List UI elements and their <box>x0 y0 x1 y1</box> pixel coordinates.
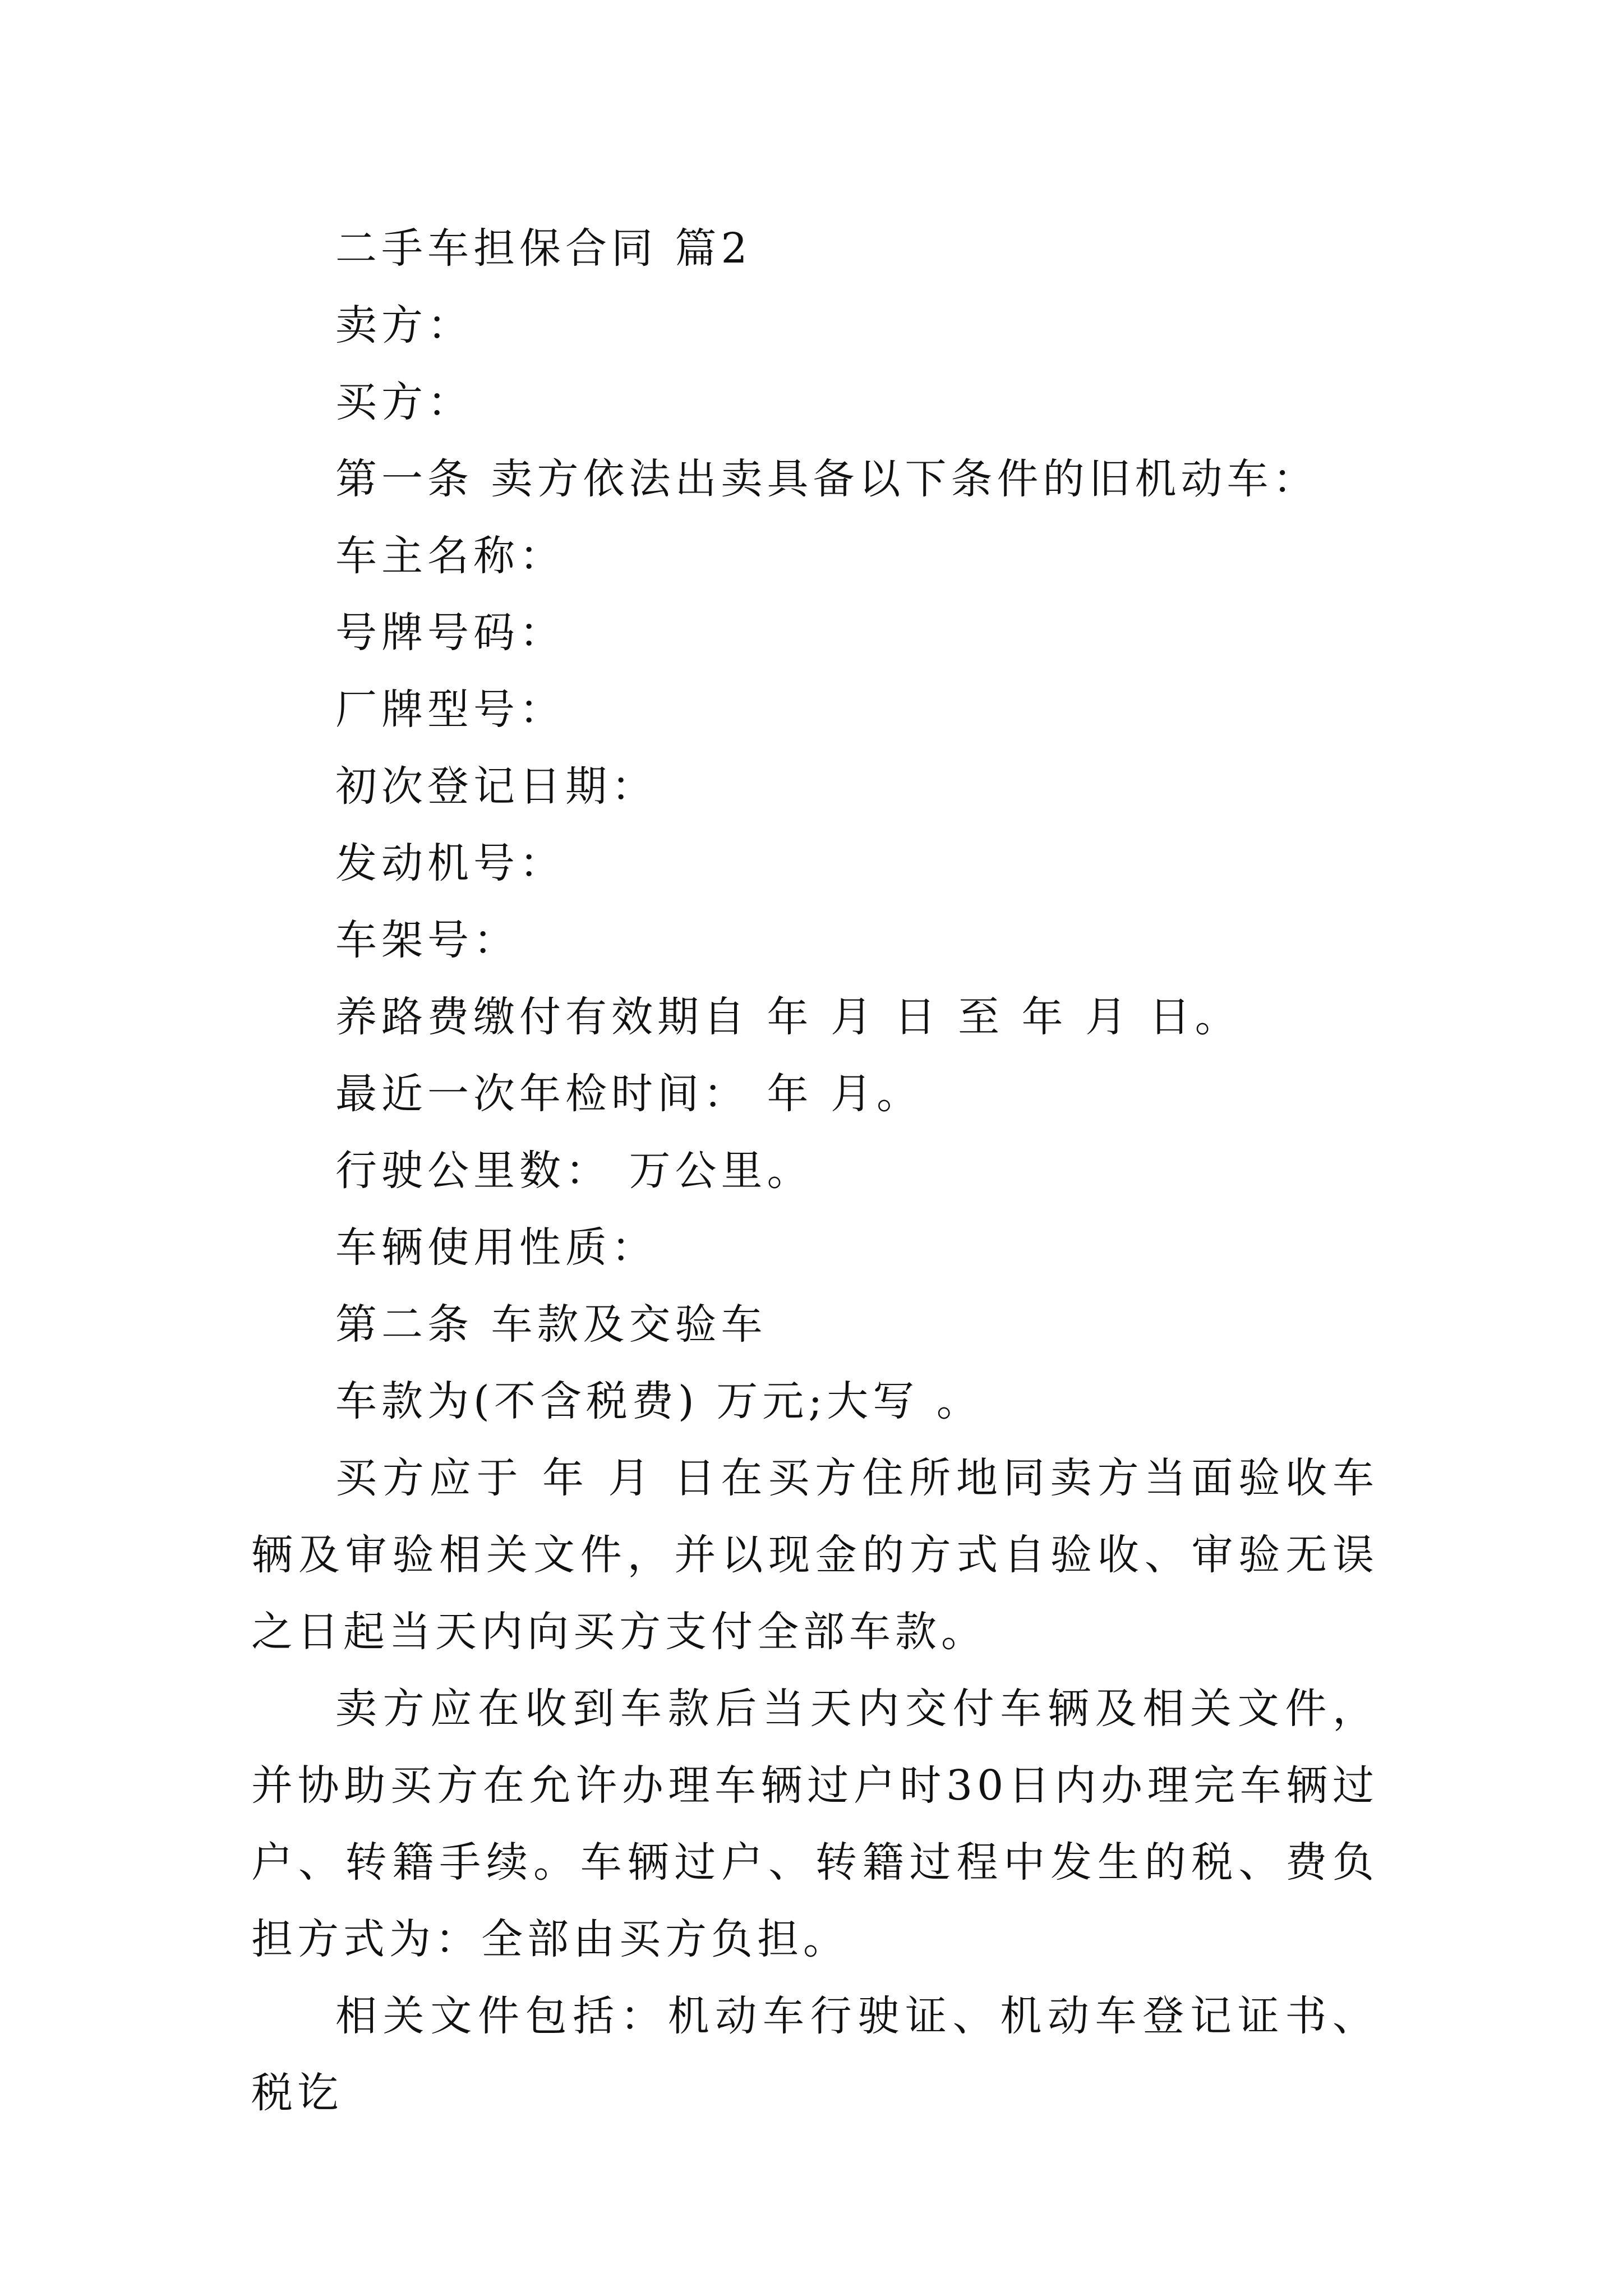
buyer-field: 买方： <box>335 378 473 426</box>
seller-field: 卖方： <box>335 301 473 349</box>
last-inspection-field: 最近一次年检时间： 年 月。 <box>335 1070 923 1118</box>
road-fee-validity-field: 养路费缴付有效期自 年 月 日 至 年 月 日。 <box>335 993 1241 1041</box>
owner-name-field: 车主名称： <box>335 532 565 580</box>
usage-nature-field: 车辆使用性质： <box>335 1223 657 1272</box>
mileage-field: 行驶公里数： 万公里。 <box>335 1147 813 1195</box>
plate-number-field: 号牌号码： <box>335 609 565 657</box>
engine-number-field: 发动机号： <box>335 839 565 887</box>
first-registration-date-field: 初次登记日期： <box>335 762 657 811</box>
document-body <box>251 210 1378 2132</box>
price-field: 车款为(不含税费) 万元;大写 。 <box>335 1377 983 1425</box>
delivery-paragraph: 卖方应在收到车款后当天内交付车辆及相关文件，并协助买方在允许办理车辆过户时30日内办理完车辆过户、转籍手续。车辆过户、转籍过程中发生的税、费负担方式为：全部由买方负担。 <box>251 1685 1378 1963</box>
documents-paragraph: 相关文件包括：机动车行驶证、机动车登记证书、税讫 <box>251 1992 1378 2117</box>
document-title: 二手车担保合同 篇2 <box>335 224 752 273</box>
brand-model-field: 厂牌型号： <box>335 685 565 734</box>
inspection-paragraph: 买方应于 年 月 日在买方住所地同卖方当面验收车辆及审验相关文件，并以现金的方式自验收、审验无误之日起当天内向买方支付全部车款。 <box>251 1454 1378 1656</box>
article-2-heading: 第二条 车款及交验车 <box>335 1300 767 1349</box>
article-1-heading: 第一条 卖方依法出卖具备以下条件的旧机动车： <box>335 455 1319 503</box>
frame-number-field: 车架号： <box>335 916 519 964</box>
